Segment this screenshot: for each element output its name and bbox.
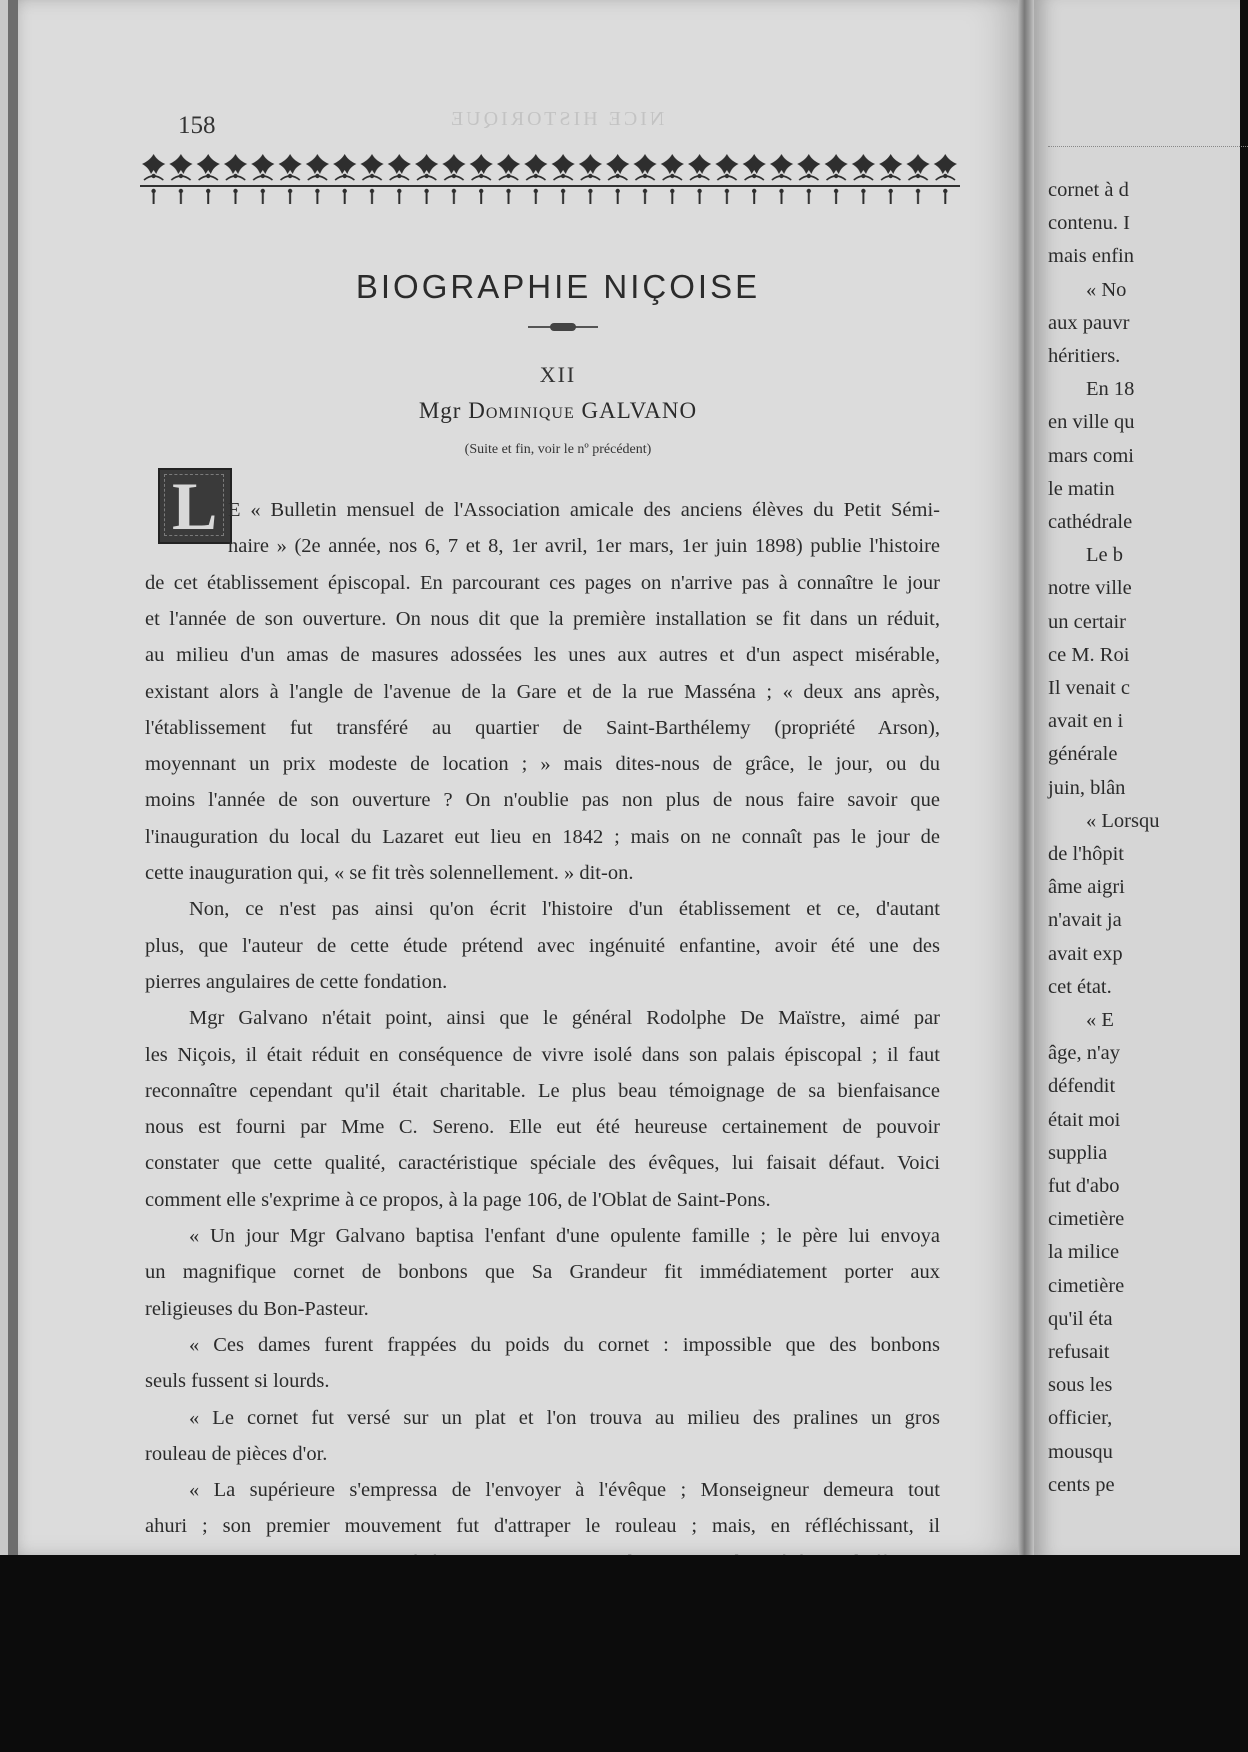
body-line: un magnifique cornet de bonbons que Sa Grandeur fit immédiatement porter aux bbox=[145, 1261, 940, 1284]
right-page-line: mars comi bbox=[1048, 444, 1134, 467]
body-line: Non, ce n'est pas ainsi qu'on écrit l'histoire d'un établissement et ce, d'autant bbox=[189, 898, 940, 921]
illuminated-drop-cap bbox=[158, 468, 232, 544]
body-line: l'inauguration du local du Lazaret eut lieu en 1842 ; mais on ne connaît pas le jour de bbox=[145, 825, 940, 848]
right-page-rule bbox=[1048, 146, 1248, 147]
subject-prefix: Mgr bbox=[418, 398, 469, 423]
body-line: constater que cette qualité, caractéristique spéciale des évêques, lui faisait défaut. Voici bbox=[145, 1152, 940, 1175]
right-page-line: aux pauvr bbox=[1048, 311, 1130, 334]
right-page-line: en ville qu bbox=[1048, 411, 1135, 434]
body-line: « Ces dames furent frappées du poids du cornet : impossible que des bonbons bbox=[189, 1333, 940, 1356]
right-page-line: « E bbox=[1086, 1009, 1114, 1031]
right-page-line: fut d'abo bbox=[1048, 1175, 1120, 1197]
right-page-line: cathédrale bbox=[1048, 511, 1133, 533]
body-line: plus, que l'auteur de cette étude prétend avec ingénuité enfantine, avoir été une des bbox=[145, 934, 940, 957]
body-line: et l'année de son ouverture. On nous dit que la première installation se fit dans un réduit, bbox=[145, 607, 940, 630]
drop-cap-letter: L bbox=[172, 468, 218, 544]
subject-heading bbox=[8, 398, 1108, 424]
right-page-line: Il venait c bbox=[1048, 677, 1130, 699]
right-page-line: notre ville bbox=[1048, 577, 1132, 600]
right-page-line: cents pe bbox=[1048, 1473, 1115, 1496]
body-line: « Le cornet fut versé sur un plat et l'on trouva au milieu des pralines un gros bbox=[189, 1406, 940, 1429]
body-line: religieuses du Bon-Pasteur. bbox=[145, 1297, 369, 1320]
right-page-line: refusait bbox=[1048, 1341, 1110, 1363]
scanner-background bbox=[0, 1555, 1240, 1752]
body-line: existant alors à l'angle de l'avenue de la Gare et de la rue Masséna ; « deux ans après, bbox=[145, 680, 940, 703]
body-line: seuls fussent si lourds. bbox=[145, 1370, 330, 1393]
right-page-line: était moi bbox=[1048, 1108, 1121, 1131]
right-page-line: mousqu bbox=[1048, 1440, 1113, 1463]
right-page-line: contenu. I bbox=[1048, 212, 1130, 235]
right-page-line: qu'il éta bbox=[1048, 1307, 1113, 1330]
body-line: l'établissement fut transféré au quartier de Saint-Barthélemy (propriété Arson), bbox=[145, 716, 940, 739]
right-page-line: juin, blân bbox=[1048, 776, 1126, 799]
body-line: reconnaître cependant qu'il était charitable. Le plus beau témoignage de sa bienfaisance bbox=[145, 1079, 940, 1102]
right-page-line: de l'hôpit bbox=[1048, 843, 1125, 865]
chapter-number: XII bbox=[539, 362, 577, 387]
right-page-line: un certair bbox=[1048, 610, 1126, 633]
title-divider bbox=[528, 326, 598, 328]
body-line: ahuri ; son premier mouvement fut d'attraper le rouleau ; mais, en réfléchissant, il bbox=[145, 1515, 940, 1538]
right-page-line: avait exp bbox=[1048, 942, 1123, 965]
right-page-line: héritiers. bbox=[1048, 345, 1121, 367]
body-line: Mgr Galvano n'était point, ainsi que le général Rodolphe De Maïstre, aimé par bbox=[189, 1007, 940, 1030]
body-line: moyennant un prix modeste de location ; » mais dites-nous de grâce, le jour, ou du bbox=[145, 753, 940, 776]
body-line: les Niçois, il était réduit en conséquence de vivre isolé dans son palais épiscopal ; il faut bbox=[145, 1043, 940, 1066]
body-line: rouleau de pièces d'or. bbox=[145, 1442, 328, 1465]
right-page-line: n'avait ja bbox=[1048, 909, 1122, 932]
right-page-line: Le b bbox=[1086, 544, 1123, 567]
bleed-through-running-head: NICE HISTORIQUE bbox=[448, 108, 665, 130]
body-line: naire » (2e année, nos 6, 7 et 8, 1er avril, 1er mars, 1er juin 1898) publie l'histoire bbox=[228, 535, 940, 558]
right-page-line: cet état. bbox=[1048, 975, 1112, 998]
right-page-line: En 18 bbox=[1086, 378, 1135, 401]
body-line: de cet établissement épiscopal. En parcourant ces pages on n'arrive pas à connaître le jour bbox=[145, 571, 940, 594]
body-line: au milieu d'un amas de masures adossées les unes aux autres et d'un aspect misérable, bbox=[145, 644, 940, 667]
article-title: BIOGRAPHIE NIÇOISE bbox=[355, 268, 761, 305]
page-number: 158 bbox=[178, 112, 216, 139]
right-page-line: défendit bbox=[1048, 1075, 1116, 1098]
right-page-line: officier, bbox=[1048, 1407, 1113, 1430]
decorative-header-ornament bbox=[140, 150, 960, 210]
right-page-line: mais enfin bbox=[1048, 245, 1134, 268]
subject-surname: GALVANO bbox=[574, 398, 698, 423]
right-page-line: avait en i bbox=[1048, 710, 1124, 733]
body-line: moins l'année de son ouverture ? On n'oublie pas non plus de nous faire savoir que bbox=[145, 789, 940, 812]
body-line: comment elle s'exprime à ce propos, à la page 106, de l'Oblat de Saint-Pons. bbox=[145, 1188, 771, 1211]
body-line: nous est fourni par Mme C. Sereno. Elle eut été heureuse certainement de pouvoir bbox=[145, 1116, 940, 1139]
subject-first-name: Dominique bbox=[468, 398, 575, 423]
right-page-line: « Lorsqu bbox=[1086, 809, 1160, 832]
right-page-line: ce M. Roi bbox=[1048, 643, 1130, 666]
right-page-line: âme aigri bbox=[1048, 876, 1125, 899]
body-line: pierres angulaires de cette fondation. bbox=[145, 970, 448, 993]
right-page-line: la milice bbox=[1048, 1241, 1120, 1264]
body-line: « La supérieure s'empressa de l'envoyer à l'évêque ; Monseigneur demeura tout bbox=[189, 1479, 940, 1502]
right-page-line: générale bbox=[1048, 743, 1118, 766]
continuation-note: (Suite et fin, voir le nº précédent) bbox=[464, 442, 652, 457]
right-page-line: « No bbox=[1086, 278, 1127, 301]
right-page-line: cornet à d bbox=[1048, 179, 1129, 201]
right-page-line: le matin bbox=[1048, 477, 1115, 500]
body-line: cette inauguration qui, « se fit très solennellement. » dit-on. bbox=[145, 862, 634, 884]
page-edge-shadow bbox=[8, 0, 18, 1555]
right-page-line: cimetière bbox=[1048, 1274, 1125, 1297]
right-page-line: supplia bbox=[1048, 1141, 1108, 1164]
right-page-line: âge, n'ay bbox=[1048, 1042, 1120, 1065]
right-page-cropped bbox=[1034, 0, 1240, 1555]
left-page bbox=[8, 0, 1030, 1555]
right-page-line: cimetière bbox=[1048, 1208, 1125, 1231]
body-line: « Un jour Mgr Galvano baptisa l'enfant d'une opulente famille ; le père lui envoya bbox=[189, 1225, 940, 1247]
book-gutter bbox=[1018, 0, 1034, 1555]
right-page-line: sous les bbox=[1048, 1374, 1113, 1397]
body-line: E « Bulletin mensuel de l'Association amicale des anciens élèves du Petit Sémi- bbox=[228, 499, 940, 521]
